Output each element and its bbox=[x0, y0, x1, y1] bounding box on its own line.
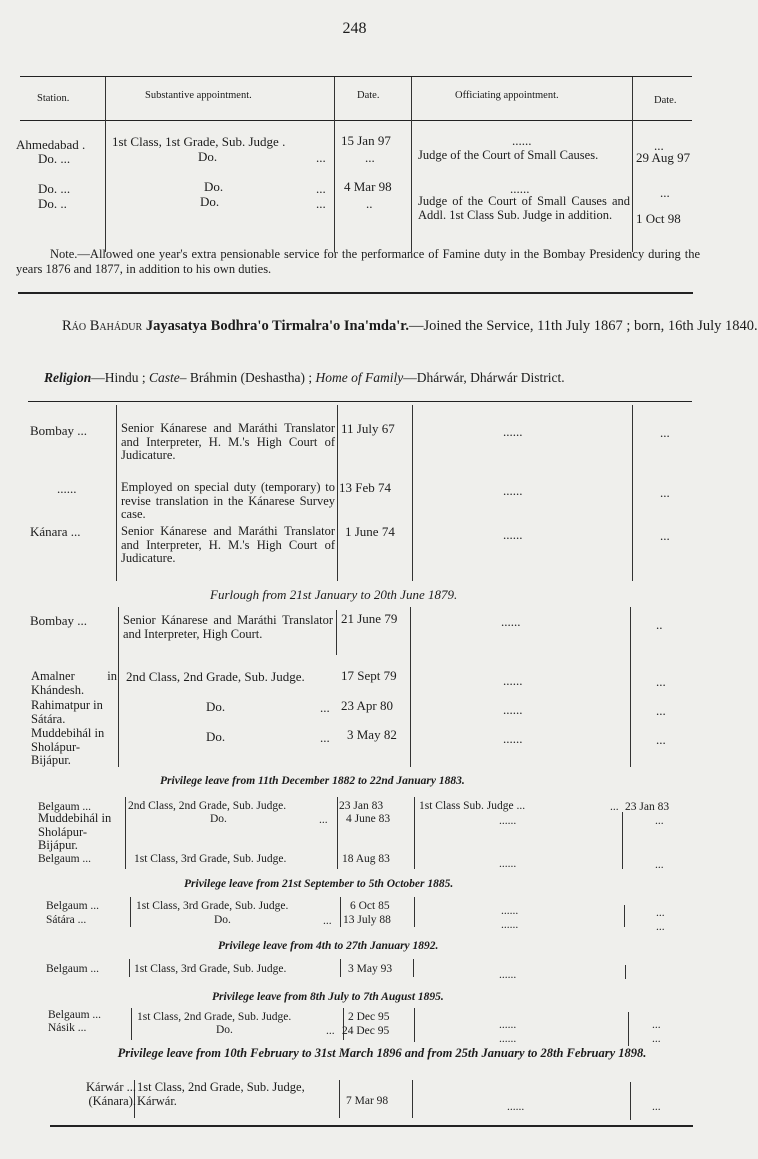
table1-divider bbox=[334, 77, 335, 252]
station-cell: Do. .. bbox=[38, 196, 67, 211]
substantive-cell: 2nd Class, 2nd Grade, Sub. Judge. bbox=[128, 800, 287, 812]
table2-divider bbox=[412, 1080, 413, 1118]
officiating-cell: ...... bbox=[503, 483, 523, 498]
table2-divider bbox=[118, 607, 119, 767]
date-cell: 24 Dec 95 bbox=[342, 1025, 390, 1037]
officiating-cell: 1st Class Sub. Judge ... bbox=[419, 800, 526, 812]
station-cell: ...... bbox=[57, 481, 77, 496]
substantive-cell: Do. bbox=[216, 1024, 233, 1036]
table2-divider bbox=[339, 1080, 340, 1118]
officer-name: Jayasatya Bodhra'o Tirmalra'o Ina'mda'r. bbox=[145, 318, 410, 334]
officiating-dots: ... bbox=[610, 801, 619, 813]
date-cell: 17 Sept 79 bbox=[341, 668, 397, 683]
station-cell: Muddebihál in Sholápur-Bijápur. bbox=[38, 811, 112, 852]
table2-divider bbox=[340, 897, 341, 927]
date2-cell: ... bbox=[656, 703, 666, 718]
substantive-cell: Employed on special duty (temporary) to revise translation in the Kánarese Survey case. bbox=[121, 480, 335, 521]
date2-cell: ... bbox=[655, 815, 664, 827]
officiating-cell: ...... bbox=[499, 858, 517, 870]
header-officiating: Officiating appointment. bbox=[455, 90, 559, 101]
substantive-cell: Do. bbox=[204, 179, 224, 194]
station-cell: Bombay ... bbox=[30, 613, 88, 628]
home-value: —Dhárwár, Dhárwár District. bbox=[403, 370, 565, 385]
substantive-cell: Senior Kánarese and Maráthi Translator and Interpreter, H. M.'s High Court of Judicature. bbox=[121, 524, 335, 565]
substantive-cell: Senior Kánarese and Maráthi Translator and Interpreter, High Court. bbox=[123, 613, 333, 641]
substantive-cell: Do. bbox=[206, 729, 226, 744]
date-cell: 3 May 82 bbox=[347, 727, 397, 742]
table2-divider bbox=[337, 797, 338, 869]
officiating-cell: ...... bbox=[499, 1033, 517, 1045]
station-cell: Belgaum ... bbox=[38, 801, 92, 813]
table2-divider bbox=[337, 405, 338, 581]
leave-note: Furlough from 21st January to 20th June 1879. bbox=[210, 587, 458, 602]
station-cell: Belgaum ... bbox=[46, 900, 100, 912]
header-substantive: Substantive appointment. bbox=[145, 90, 252, 101]
date2-cell: ... bbox=[660, 485, 670, 500]
substantive-cell: Do. bbox=[206, 699, 226, 714]
substantive-cell: 1st Class, 1st Grade, Sub. Judge . bbox=[112, 134, 286, 149]
leave-note: Privilege leave from 4th to 27th January 1892. bbox=[218, 940, 439, 952]
date2-cell: .. bbox=[656, 617, 663, 632]
table2-divider bbox=[340, 959, 341, 977]
station-cell: Muddebihál in Sholápur-Bijápur. bbox=[31, 726, 105, 767]
officiating-cell: ...... bbox=[501, 919, 519, 931]
table2-divider bbox=[410, 607, 411, 767]
date-cell: 13 Feb 74 bbox=[339, 480, 391, 495]
leave-note: Privilege leave from 11th December 1882 to 22nd January 1883. bbox=[160, 775, 465, 787]
station-cell: Do. ... bbox=[38, 151, 71, 166]
date-cell: 4 June 83 bbox=[346, 813, 391, 825]
table1-divider bbox=[411, 77, 412, 252]
section-rule bbox=[18, 292, 693, 294]
table1-divider bbox=[105, 77, 106, 252]
station-cell: Násik ... bbox=[48, 1022, 87, 1034]
station-cell: Kánara ... bbox=[30, 524, 81, 539]
station-cell: Rahimatpur in Sátára. bbox=[31, 698, 103, 726]
officer-service: —Joined the Service, 11th July 1867 ; born, 16th July 1840. bbox=[409, 318, 758, 334]
officer-title: Ráo Bahádur bbox=[62, 318, 143, 334]
substantive-dots: ... bbox=[316, 150, 326, 165]
date2-cell: ... bbox=[652, 1033, 661, 1045]
date2-cell: ... bbox=[652, 1101, 661, 1113]
officiating-cell: Judge of the Court of Small Causes. bbox=[418, 148, 599, 162]
leave-note: Privilege leave from 21st September to 5th October 1885. bbox=[184, 878, 454, 890]
table2-divider bbox=[632, 405, 633, 581]
officiating-cell: ...... bbox=[503, 731, 523, 746]
date2-cell: ... bbox=[660, 185, 670, 200]
date2-cell: ... bbox=[652, 1019, 661, 1031]
table2-divider bbox=[628, 1012, 629, 1046]
table1-header-rule bbox=[20, 120, 692, 121]
station-cell: Belgaum ... bbox=[38, 853, 92, 865]
station-cell: Amalner in Khándesh. bbox=[31, 669, 117, 697]
date-cell: 1 June 74 bbox=[345, 524, 395, 539]
date-cell: 13 July 88 bbox=[343, 914, 391, 926]
table2-divider bbox=[129, 959, 130, 977]
station-cell: Kárwár ... (Kánara). bbox=[86, 1080, 136, 1108]
station-cell: Sátára ... bbox=[46, 914, 87, 926]
substantive-dots: ... bbox=[320, 700, 330, 715]
station-cell: Ahmedabad . bbox=[16, 137, 86, 152]
date2-cell: ... bbox=[656, 732, 666, 747]
service-note: Note.—Allowed one year's extra pensionable service for the performance of Famine duty in the Bombay Presidency during the years 1876 and 1877, in addition to his own duties. bbox=[16, 247, 700, 276]
date2-cell: ... bbox=[655, 859, 664, 871]
date2-cell: 23 Jan 83 bbox=[625, 801, 670, 813]
officer-details bbox=[44, 371, 565, 385]
religion-value: —Hindu ; bbox=[91, 370, 146, 385]
substantive-cell: 1st Class, 3rd Grade, Sub. Judge. bbox=[136, 900, 289, 912]
date-cell: .. bbox=[366, 196, 373, 211]
date2-cell: ... bbox=[654, 138, 664, 153]
header-date: Date. bbox=[654, 95, 677, 106]
substantive-cell: Senior Kánarese and Maráthi Translator and Interpreter, H. M.'s High Court of Judicature. bbox=[121, 421, 335, 462]
page-number: 248 bbox=[342, 20, 367, 37]
officiating-cell: ...... bbox=[499, 1019, 517, 1031]
station-cell: Belgaum ... bbox=[48, 1009, 102, 1021]
officiating-cell: ...... bbox=[503, 527, 523, 542]
table2-divider bbox=[414, 897, 415, 927]
substantive-cell: Do. bbox=[214, 914, 231, 926]
substantive-cell: 1st Class, 3rd Grade, Sub. Judge. bbox=[134, 963, 287, 975]
substantive-cell: Do. bbox=[198, 149, 218, 164]
station-cell: Belgaum ... bbox=[46, 963, 100, 975]
table2-divider bbox=[630, 607, 631, 767]
officiating-cell: ...... bbox=[499, 969, 517, 981]
substantive-dots: ... bbox=[316, 196, 326, 211]
officiating-cell: ...... bbox=[503, 702, 523, 717]
caste-label: Caste bbox=[149, 370, 180, 385]
date-cell: 7 Mar 98 bbox=[346, 1095, 389, 1107]
substantive-cell: Do. bbox=[200, 194, 220, 209]
substantive-dots: ... bbox=[316, 181, 326, 196]
date2-cell: ... bbox=[660, 425, 670, 440]
date-cell: 6 Oct 85 bbox=[350, 900, 390, 912]
station-cell: Do. ... bbox=[38, 181, 71, 196]
officiating-cell: ...... bbox=[503, 673, 523, 688]
substantive-dots: ... bbox=[323, 915, 332, 927]
leave-note: Privilege leave from 10th February to 31st March 1896 and from 25th January to 28th February 1898. bbox=[117, 1046, 647, 1060]
substantive-cell: 2nd Class, 2nd Grade, Sub. Judge. bbox=[126, 669, 305, 684]
substantive-dots: ... bbox=[326, 1025, 335, 1037]
date-cell: 2 Dec 95 bbox=[348, 1011, 390, 1023]
substantive-cell: Do. bbox=[210, 813, 227, 825]
table2-divider bbox=[624, 905, 625, 927]
table2-divider bbox=[116, 405, 117, 581]
table2-divider bbox=[130, 897, 131, 927]
date-cell: 18 Aug 83 bbox=[342, 853, 390, 865]
officiating-cell: ...... bbox=[510, 181, 530, 196]
header-date: Date. bbox=[357, 90, 380, 101]
date-cell: 11 July 67 bbox=[341, 421, 395, 436]
officer-heading bbox=[62, 318, 758, 335]
table2-divider bbox=[125, 797, 126, 869]
table2-divider bbox=[414, 1008, 415, 1042]
substantive-cell: 1st Class, 3rd Grade, Sub. Judge. bbox=[134, 853, 287, 865]
officiating-cell: ...... bbox=[512, 133, 532, 148]
table2-divider bbox=[630, 1082, 631, 1120]
table2-divider bbox=[625, 965, 626, 979]
station-cell: Bombay ... bbox=[30, 423, 88, 438]
date2-cell: ... bbox=[656, 907, 665, 919]
date-cell: 21 June 79 bbox=[341, 611, 398, 626]
table1-top-rule bbox=[20, 76, 692, 77]
table2-divider bbox=[414, 797, 415, 869]
date-cell: 3 May 93 bbox=[348, 963, 393, 975]
table2-divider bbox=[412, 405, 413, 581]
officiating-cell: ...... bbox=[499, 815, 517, 827]
table1-divider bbox=[632, 77, 633, 252]
date2-cell: ... bbox=[660, 528, 670, 543]
table2-divider bbox=[336, 610, 337, 655]
date-cell: 23 Apr 80 bbox=[341, 698, 393, 713]
caste-value: – Bráhmin (Deshastha) ; bbox=[179, 370, 313, 385]
table2-top-rule bbox=[28, 401, 692, 402]
substantive-dots: ... bbox=[319, 814, 328, 826]
date-cell: 23 Jan 83 bbox=[339, 800, 384, 812]
date2-cell: 1 Oct 98 bbox=[636, 211, 681, 226]
date2-cell: ... bbox=[656, 921, 665, 933]
date-cell: 4 Mar 98 bbox=[344, 179, 392, 194]
religion-label: Religion bbox=[44, 370, 92, 385]
table2-divider bbox=[413, 959, 414, 977]
substantive-cell: 1st Class, 2nd Grade, Sub. Judge, Kárwár. bbox=[137, 1080, 305, 1108]
table2-divider bbox=[622, 812, 623, 869]
table2-bottom-rule bbox=[50, 1125, 693, 1127]
table2-divider bbox=[131, 1008, 132, 1040]
officiating-cell: ...... bbox=[503, 424, 523, 439]
officiating-cell: ...... bbox=[501, 905, 519, 917]
leave-note: Privilege leave from 8th July to 7th August 1895. bbox=[212, 991, 444, 1003]
substantive-cell: 1st Class, 2nd Grade, Sub. Judge. bbox=[137, 1011, 292, 1023]
date-cell: ... bbox=[365, 150, 375, 165]
header-station: Station. bbox=[37, 93, 70, 104]
officiating-cell: Judge of the Court of Small Causes and Addl. 1st Class Sub. Judge in addition. bbox=[418, 194, 630, 222]
date2-cell: ... bbox=[656, 674, 666, 689]
officiating-cell: ...... bbox=[501, 614, 521, 629]
substantive-dots: ... bbox=[320, 730, 330, 745]
officiating-cell: ...... bbox=[507, 1101, 525, 1113]
date-cell: 15 Jan 97 bbox=[341, 133, 391, 148]
date2-cell: 29 Aug 97 bbox=[636, 150, 691, 165]
home-label: Home of Family bbox=[315, 370, 404, 385]
